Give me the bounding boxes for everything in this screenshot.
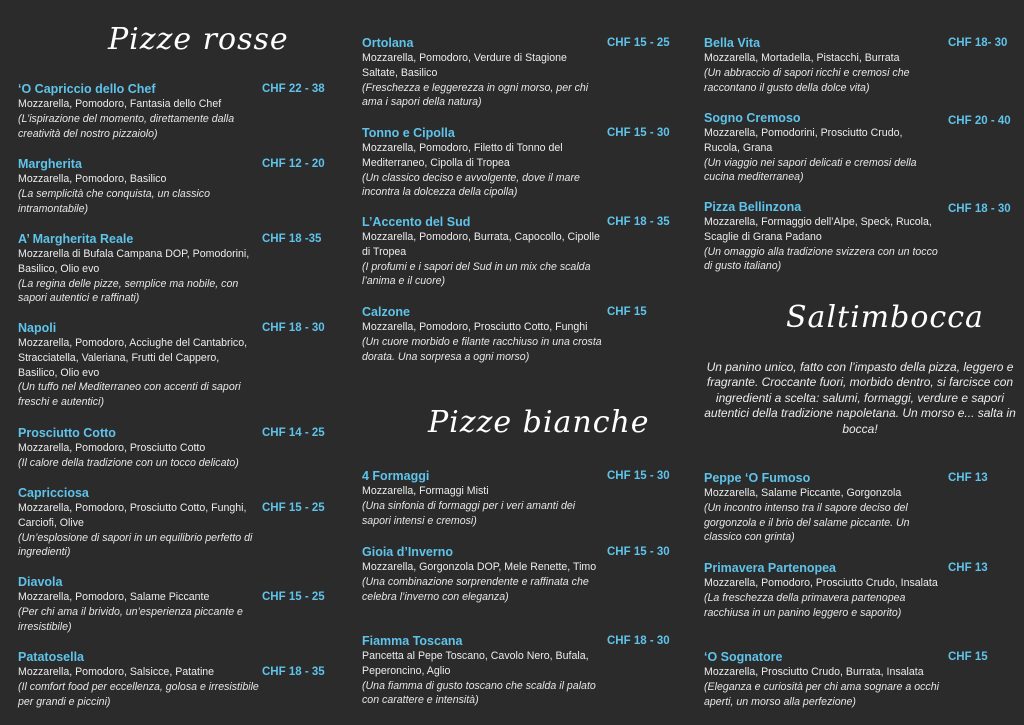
item-description: (Una sinfonia di formaggi per i veri amanti dei sapori intensi e cremosi) — [362, 499, 576, 527]
menu-item — [362, 633, 674, 708]
item-ingredients: Mozzarella, Pomodoro, Salsicce, Patatine — [18, 666, 215, 678]
item-name: Bella Vita — [704, 36, 761, 50]
item-price: CHF 13 — [948, 562, 988, 574]
item-price: CHF 15 - 30 — [607, 127, 670, 139]
item-price: CHF 15 - 25 — [262, 502, 325, 514]
menu-item — [704, 470, 1016, 545]
item-name: Napoli — [18, 321, 57, 335]
menu-item — [18, 485, 330, 560]
item-ingredients: Pancetta al Pepe Toscano, Cavolo Nero, Bufala, Peperoncino, Aglio — [362, 650, 589, 677]
item-name: Prosciutto Cotto — [18, 426, 116, 440]
item-price: CHF 18 - 30 — [262, 322, 325, 334]
item-description: (Una fiamma di gusto toscano che scalda il palato con carattere e intensità) — [362, 679, 596, 707]
item-ingredients: Mozzarella, Pomodoro, Burrata, Capocollo, Cipolle di Tropea — [362, 231, 600, 258]
item-name: Primavera Partenopea — [704, 561, 837, 575]
item-ingredients: Mozzarella, Mortadella, Pistacchi, Burrata — [704, 52, 900, 64]
menu-item — [362, 125, 674, 200]
item-price: CHF 14 - 25 — [262, 427, 325, 439]
item-price: CHF 13 — [948, 472, 988, 484]
menu-item — [18, 320, 330, 410]
menu-item — [18, 574, 330, 634]
menu-item — [362, 214, 674, 289]
item-name: Tonno e Cipolla — [362, 126, 455, 140]
item-price: CHF 15 - 25 — [607, 37, 670, 49]
item-price: CHF 15 - 30 — [607, 546, 670, 558]
item-description: (Un viaggio nei sapori delicati e cremosi della cucina mediterranea) — [704, 156, 917, 184]
section-title-pizze-bianche: Pizze bianche — [428, 405, 650, 440]
item-description: (L’ispirazione del momento, direttamente dalla creatività del nostro pizzaiolo) — [18, 112, 235, 140]
item-description: (La freschezza della primavera partenopea racchiusa in un panino leggero e saporito) — [704, 591, 906, 619]
menu-item — [18, 649, 330, 709]
menu-item — [18, 231, 330, 306]
item-description: (Un’esplosione di sapori in un equilibrio perfetto di ingredienti) — [18, 531, 253, 559]
item-price: CHF 15 - 25 — [262, 591, 325, 603]
menu-item — [362, 468, 674, 528]
menu-item — [18, 156, 330, 216]
item-price: CHF 18- 30 — [948, 37, 1008, 49]
item-name: Fiamma Toscana — [362, 634, 463, 648]
item-ingredients: Mozzarella, Pomodoro, Filetto di Tonno del Mediterraneo, Cipolla di Tropea — [362, 142, 563, 169]
item-ingredients: Mozzarella, Pomodoro, Basilico — [18, 173, 167, 185]
item-name: ‘O Sognatore — [704, 650, 783, 664]
item-description: (Per chi ama il brivido, un’esperienza piccante e irresistibile) — [18, 605, 243, 633]
section-title-pizze-rosse: Pizze rosse — [108, 22, 289, 57]
menu-item — [704, 110, 1016, 185]
item-name: Patatosella — [18, 650, 85, 664]
item-ingredients: Mozzarella, Prosciutto Crudo, Burrata, Insalata — [704, 666, 924, 678]
item-description: (Un classico deciso e avvolgente, dove il mare incontra la dolcezza della cipolla) — [362, 171, 580, 199]
item-ingredients: Mozzarella, Gorgonzola DOP, Mele Renette, Timo — [362, 561, 597, 573]
item-name: Diavola — [18, 575, 63, 589]
menu-item — [704, 199, 1016, 274]
saltimbocca-intro: Un panino unico, fatto con l’impasto della pizza, leggero e fragrante. Croccante fuori, morbido dentro, si farcisce con ingredienti a scelta: salumi, formaggi, verdure e sapori autentici della tradizione napoletana. Un morso e... salta in bocca! — [704, 360, 1016, 436]
item-description: (Il calore della tradizione con un tocco delicato) — [18, 456, 239, 469]
menu-item — [362, 35, 674, 110]
item-description: (I profumi e i sapori del Sud in un mix che scalda l’anima e il cuore) — [362, 260, 591, 288]
item-price: CHF 18 - 35 — [607, 216, 670, 228]
item-name: Calzone — [362, 305, 410, 319]
item-ingredients: Mozzarella, Pomodoro, Acciughe del Cantabrico, Stracciatella, Valeriana, Frutti del Cappero, Basilico, Olio evo — [18, 337, 248, 379]
menu-item — [18, 425, 330, 471]
item-ingredients: Mozzarella di Bufala Campana DOP, Pomodorini, Basilico, Olio evo — [18, 248, 250, 275]
item-name: Pizza Bellinzona — [704, 200, 802, 214]
item-ingredients: Mozzarella, Formaggi Misti — [362, 485, 489, 497]
item-price: CHF 20 - 40 — [948, 115, 1011, 127]
item-name: Peppe ‘O Fumoso — [704, 471, 811, 485]
item-price: CHF 18 -35 — [262, 233, 322, 245]
item-price: CHF 15 — [607, 306, 647, 318]
item-ingredients: Mozzarella, Pomodorini, Prosciutto Crudo, Rucola, Grana — [704, 127, 903, 154]
item-price: CHF 18 - 35 — [262, 666, 325, 678]
item-description: (Freschezza e leggerezza in ogni morso, per chi ama i sapori della natura) — [362, 81, 589, 109]
item-price: CHF 12 - 20 — [262, 158, 325, 170]
item-price: CHF 18 - 30 — [948, 203, 1011, 215]
item-description: (La regina delle pizze, semplice ma nobile, con sapori autentici e raffinati) — [18, 277, 239, 305]
item-name: Sogno Cremoso — [704, 111, 801, 125]
menu-item — [18, 81, 330, 141]
item-price: CHF 15 — [948, 651, 988, 663]
item-description: (Una combinazione sorprendente e raffinata che celebra l’inverno con eleganza) — [362, 575, 589, 603]
item-ingredients: Mozzarella, Pomodoro, Prosciutto Cotto, Funghi — [362, 321, 588, 333]
item-ingredients: Mozzarella, Pomodoro, Prosciutto Cotto, Funghi, Carciofi, Olive — [18, 502, 247, 529]
item-ingredients: Mozzarella, Pomodoro, Prosciutto Crudo, Insalata — [704, 577, 938, 589]
item-description: (Eleganza e curiosità per chi ama sognare a occhi aperti, un morso alla perfezione) — [704, 680, 939, 708]
menu-item — [362, 544, 674, 604]
menu-item — [704, 560, 1016, 620]
item-ingredients: Mozzarella, Salame Piccante, Gorgonzola — [704, 487, 902, 499]
item-description: (La semplicità che conquista, un classico intramontabile) — [18, 187, 210, 215]
item-ingredients: Mozzarella, Formaggio dell’Alpe, Speck, Rucola, Scaglie di Grana Padano — [704, 216, 932, 243]
item-name: Gioia d’Inverno — [362, 545, 453, 559]
item-price: CHF 22 - 38 — [262, 83, 325, 95]
item-description: (Un cuore morbido e filante racchiuso in una crosta dorata. Una sorpresa a ogni morso) — [362, 335, 602, 363]
item-description: (Un incontro intenso tra il sapore deciso del gorgonzola e il brio del salame piccante. Un classico con grinta) — [704, 501, 910, 544]
item-name: 4 Formaggi — [362, 469, 430, 483]
section-title-saltimbocca: Saltimbocca — [786, 300, 984, 335]
item-name: ‘O Capriccio dello Chef — [18, 82, 156, 96]
item-description: (Il comfort food per eccellenza, golosa e irresistibile per grandi e piccini) — [18, 680, 259, 708]
item-ingredients: Mozzarella, Pomodoro, Verdure di Stagione Saltate, Basilico — [362, 52, 567, 79]
item-description: (Un abbraccio di sapori ricchi e cremosi che raccontano il gusto della dolce vita) — [704, 66, 910, 94]
item-name: A’ Margherita Reale — [18, 232, 134, 246]
item-name: L’Accento del Sud — [362, 215, 471, 229]
item-ingredients: Mozzarella, Pomodoro, Salame Piccante — [18, 591, 210, 603]
item-ingredients: Mozzarella, Pomodoro, Fantasia dello Chef — [18, 98, 222, 110]
item-description: (Un omaggio alla tradizione svizzera con un tocco di gusto italiano) — [704, 245, 938, 273]
item-price: CHF 15 - 30 — [607, 470, 670, 482]
menu-item — [704, 35, 1016, 95]
item-name: Ortolana — [362, 36, 414, 50]
menu-item — [362, 304, 674, 364]
menu-item — [704, 649, 1016, 709]
item-ingredients: Mozzarella, Pomodoro, Prosciutto Cotto — [18, 442, 206, 454]
item-name: Capricciosa — [18, 486, 89, 500]
item-price: CHF 18 - 30 — [607, 635, 670, 647]
item-name: Margherita — [18, 157, 82, 171]
item-description: (Un tuffo nel Mediterraneo con accenti di sapori freschi e autentici) — [18, 381, 241, 409]
